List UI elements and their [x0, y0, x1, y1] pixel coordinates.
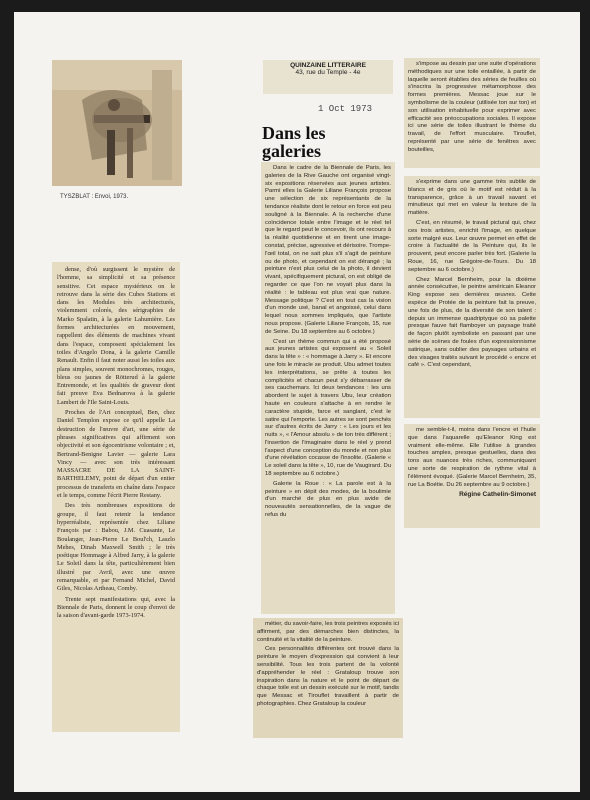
- left-paragraph: Proches de l'Art conceptuel, Ben, chez Daniel Templon expose ce qu'il appelle La destruction de l'œuvre d'art, une série de phrases significatives qui affirment son objectivité et son égocentrisme volontaire ; et, Bertrand-Benigne Lavier — galerie Lara Vincy — avec son très intéressant MASSACRE DE LA SAINT-BARTHELEMY, point de départ d'un entier processus de transferts en chaîne dans l'espace et le temps, comme l'écrit Pierre Restany.: [57, 409, 175, 500]
- author-signature: Régine Cathelin-Simonet: [459, 491, 536, 499]
- right-mid-paragraph: Chez Marcel Bernheim, pour la dixième année consécutive, le peintre américain Eleanor King expose ses dernières œuvres. Cette espèce de Protée de la peinture fait la preuve, une fois de plus, de la diversité de son talent : depuis un immense quadriptyque où sa palette presque fauve fait flamboyer un paysage traité de façon plutôt symboliste en passant par une série de scènes de foules d'un expressionnisme satirique, sans oublier des paysages urbains et des visages traités suivant le procédé « encre et café ». C'est cependant,: [408, 276, 536, 369]
- photo-caption: TYSZBLAT : Envoi, 1973.: [60, 194, 129, 200]
- left-paragraph: Des très nombreuses expositions de groupe, il faut retenir la tendance hyperréaliste, représentée chez Liliane François par : Babou, J.M. Cuasante, Le Boulanger, Jean-Pierre Le Boul'ch, Laszlo Mehes, Dinah Maxwell Smith ; le très poétique Hommage à Alfred Jarry, à la galerie Le Soleil dans la tête, particulièrement bien illustré par Avril, avec une œuvre remarquable, et par Fernand Michel, David Giles, Nicolas Artheau, Comby.: [57, 502, 175, 593]
- right-middle-clipping: [404, 176, 540, 418]
- right-mid-paragraph: s'exprime dans une gamme très subtile de blancs et de gris où le motif est réduit à la transparence, grâce à un travail savant et minutieux qui met en valeur la texture de la matière.: [408, 179, 536, 217]
- right-bottom-clipping: [404, 424, 540, 528]
- left-column-clipping: [52, 262, 180, 732]
- left-paragraph: Trente sept manifestations qui, avec la Biennale de Paris, donnent le coup d'envoi de la saison d'avant-garde 1973-1974.: [57, 595, 175, 620]
- mid-paragraph: C'est un thème commun qui a été proposé aux jeunes artistes qui exposent au « Soleil dans la tête » : « hommage à Jarry ». Et encore une fois le miracle se produit. Ubu admet toutes les interprétations, se prête à toutes les complicités et chacun peut s'y débarrasser de ses cauchemars. Ici deux tendances : les uns abordent le sujet à travers Ubu, leur création haute en couleurs s'attache à en rendre le caractère stupide, farce et sanglant, c'est le satire qui l'emporte. Les autres se sont penchés sur d'autres écrits de Jarry : « Les jours et les nuits », « l'Amour absolu » de ton très différent ; l'insertion de l'imaginaire dans le réel y prend l'aspect d'une conception du monde et non plus d'une révélation cocasse de l'insolite. (Galerie « Le soleil dans la tête », 10, rue de Vaugirard. Du 18 septembre au 6 octobre.): [265, 338, 391, 478]
- headline: Dans les galeries: [262, 123, 326, 161]
- mid-paragraph: Galerie la Roue : « La parole est à la peinture » en dépit des modes, de la boulimie d'un marché de plus en plus avide de nouveautés sensationnelles, de la vague de refus du: [265, 480, 391, 519]
- mid-bottom-paragraph: métier, du savoir-faire, les trois peintres exposés ici affirment, par des démarches bien distinctes, la continuité et la vitalité de la peinture.: [257, 621, 399, 643]
- date-stamp: 1 Oct 1973: [318, 104, 373, 114]
- right-top-clipping: [404, 58, 540, 168]
- left-paragraph: dense, d'où surgissent le mystère de l'homme, sa simplicité et sa présence sensitive. Cet espace mystérieux on le retrouve dans la série des Cubes Stations et dans les Modules très architecturés, violemment colorés, des sérigraphies de Marko Spalatin, à la galerie Lahumière. Les formes architecturées en mouvement, rappellent des éléments de machines vivant dans l'espace, composent spécialement les toiles d'Angelo Dona, à la galerie Camille Renault. Enfin il faut noter aussi les toiles aux plans simples, souvent monochromes, rouges, bleus ou jaunes de Rötterud à la galerie Entremonde, et les qualités de graveur dont fait preuve Eva Bednarova à la galerie Lambert de l'Ile Saint-Louis.: [57, 266, 175, 406]
- right-bottom-paragraph: me semble-t-il, moins dans l'encre et l'huile que dans l'aquarelle qu'Eleanor King est vraiment elle-même. Elle l'utilise à grandes touches amples, presque gestuelles, dans des tons aux nuances très riches, communiquant une sorte de respiration de rythme vital à l'élément évoqué. (Galerie Marcel Bernheim, 35, rue La Boétie. Du 26 septembre au 9 octobre.): [408, 427, 536, 488]
- masthead-address: 43, rue du Temple - 4e: [295, 69, 361, 76]
- middle-bottom-clipping: [253, 618, 403, 738]
- masthead-title: QUINZAINE LITTERAIRE: [290, 62, 366, 69]
- mid-paragraph: Dans le cadre de la Biennale de Paris, les galeries de la Rive Gauche ont organisé vingt-six expositions réservées aux jeunes artistes. Parmi elles la Galerie Liliane François propose une sélection de six représentants de la tendance réaliste dont le retour en force est peu souligné à la Biennale. A la recherche d'une coïncidence totale entre l'image et le réel tel que le regard peut le concevoir, ils ont recours à la réalité quotidienne et en tirent une image-constat, précise, agressive et dérisoire. Trompe-l'œil total, on ne sait plus s'il s'agit de peinture ou de photo, et cependant on est dérangé ; la peinture n'est plus celui de la photo, il devient vivant, spécifiquement pictural, on est obligé de regarder ce que l'on ne voyait plus dans la réalité : le tableau est plus vrai que nature. Message politique ? C'est en tout cas la vision d'un monde usé, banal et angoissé, celui dans lequel nous sommes impliqués, que l'artiste nous propose. (Galerie Liliane François, 15, rue de Seine. Du 18 septembre au 6 octobre.): [265, 165, 391, 335]
- middle-column-clipping: [261, 162, 395, 614]
- right-mid-paragraph: C'est, en résumé, le travail pictural qui, chez ces trois artistes, enrichit l'image, en quelque sorte malgré eux. Leur œuvre permet en effet de croire à l'actualité de la Peinture qui, ils le prouvent, peut encore parler très fort. (Galerie la Roue, 16, rue Grégoire-de-Tours. Du 18 septembre au 6 octobre.): [408, 219, 536, 273]
- mid-bottom-paragraph: Ces personnalités différentes ont trouvé dans la peinture le moyen d'expression qui convient à leur sensibilité. Tous les trois partent de la volonté d'appréhender le réel : Grataloup trouve son inspiration dans la nature et le point de départ de chaque toile est un dessin exécuté sur le motif, tandis que Messac et Tirouflet travaillent à partir de photographies. Chez Grataloup la couleur: [257, 646, 399, 707]
- masthead: [263, 60, 393, 94]
- sculpture-image: [52, 60, 182, 186]
- sculpture-photo: [52, 60, 182, 186]
- right-top-paragraph: s'impose au dessin par une suite d'opérations méthodiques sur une toile entaillée, à partir de laquelle seront établies des séries de feuilles où s'inscrira la progressive métamorphose des formes premières. Messac joue sur le symbolisme de la couleur (utilisée ton sur ton) et son utilisation inhabituelle pour exprimer avec efficacité ses préoccupations sociales. Il expose ici une série de toiles illustrant le thème du travail, de l'effort musculaire. Tirouflet, représenté par une série de fenêtres avec bouteilles,: [408, 61, 536, 153]
